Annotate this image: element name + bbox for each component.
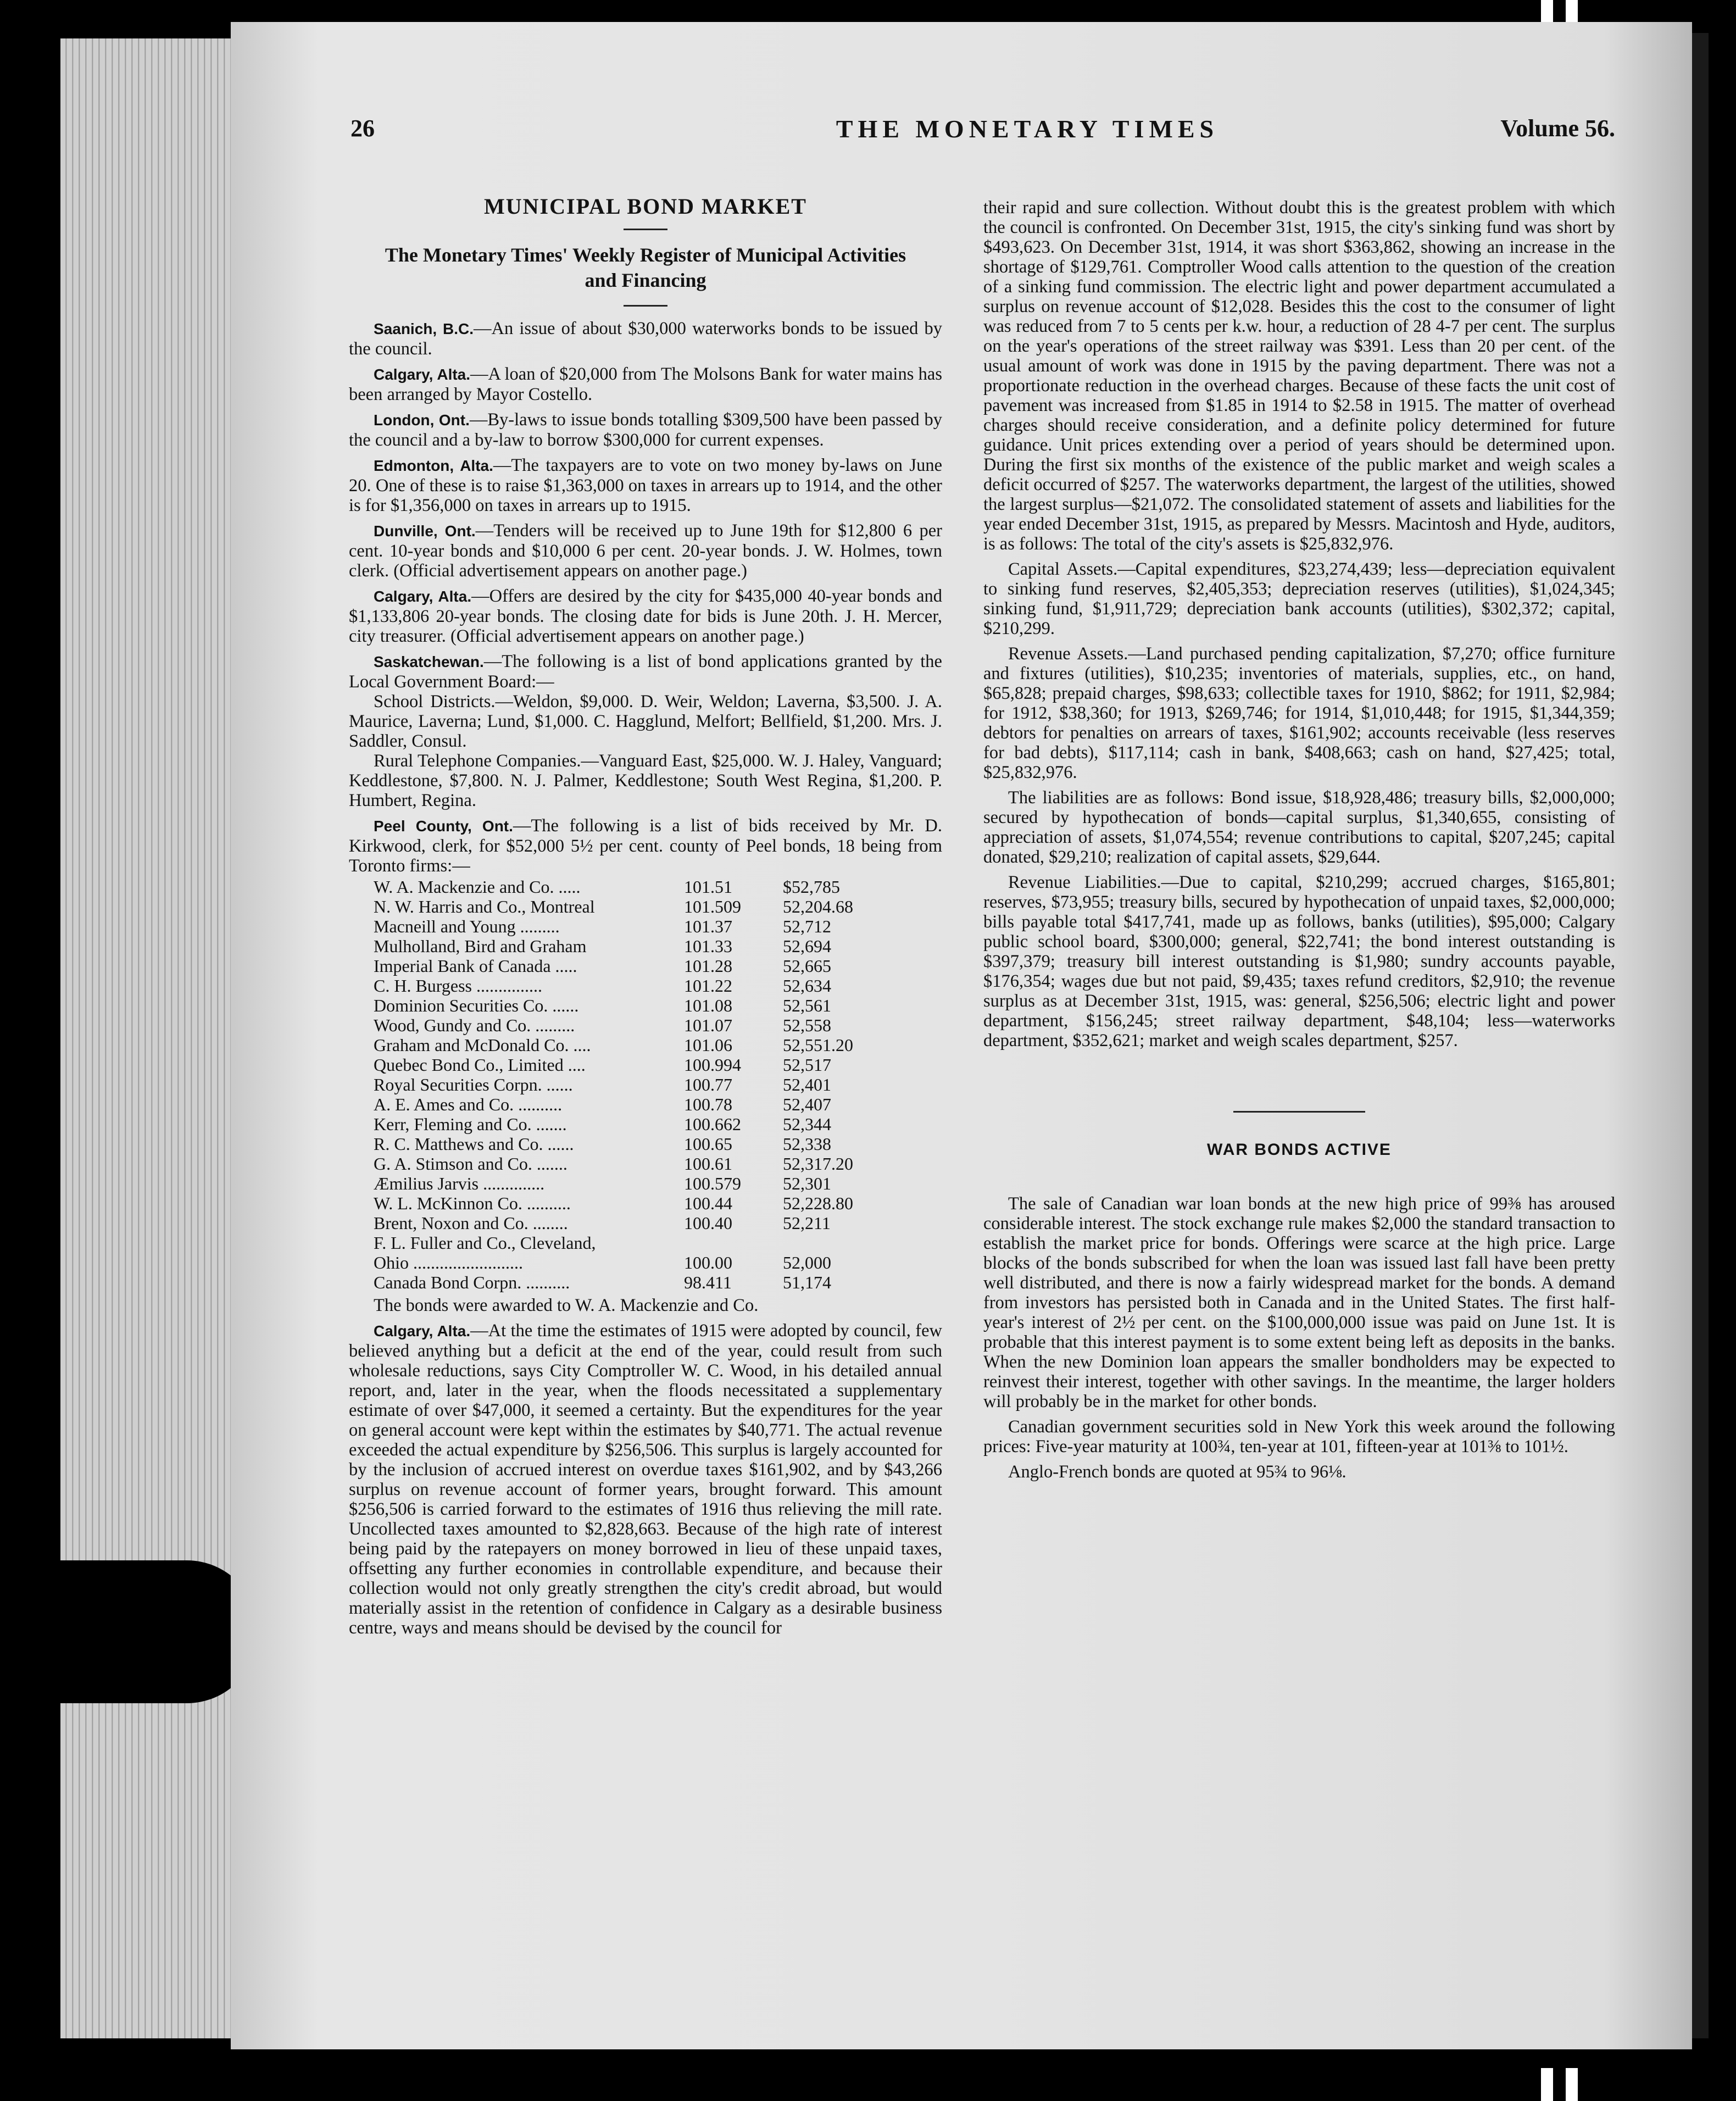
bid-amount: 52,558	[783, 1015, 831, 1035]
bid-price: 98.411	[684, 1272, 732, 1292]
bid-price: 100.61	[684, 1154, 732, 1174]
bid-price: 101.07	[684, 1015, 732, 1035]
bid-firm: G. A. Stimson and Co. .......	[374, 1154, 567, 1174]
bid-amount: 52,000	[783, 1253, 831, 1272]
entry-lead: Calgary, Alta.	[374, 1322, 471, 1339]
bid-price: 100.00	[684, 1253, 732, 1272]
revenue-assets: Revenue Assets.—Land purchased pending capitalization, $7,270; office furniture and fixtures (utilities), $10,235; inventories of materials, supplies, etc., on hand, $65,828; prepaid charges, $98,633; collectible taxes for 1910, $862; for 1911, $2,984; for 1912, $38,360; for 1913, $269,746; for 1914, $1,010,448; for 1915, $1,344,359; debtors for penalties on arrears of taxes, $161,902; accounts receivable (less reserves for bad debts), $117,114; cash in bank, $408,663; cash on hand, $27,425; total, $25,832,976.	[983, 644, 1615, 782]
bid-price: 101.33	[684, 936, 732, 956]
bid-price: 101.51	[684, 877, 732, 897]
revenue-liabilities: Revenue Liabilities.—Due to capital, $210,299; accrued charges, $165,801; reserves, $73,955; treasury bills, secured by hypothecation of unpaid taxes, $2,000,000; bills payable total $417,741, made up as follows, banks (utilities), $95,000; Calgary public school board, $300,000; general, $22,741; the bond interest outstanding is $397,379; treasury bill interest outstanding is $1,980; sundry accounts payable, $176,354; wages due but not paid, $9,435; taxes refund creditors, $2,910; the revenue surplus as at December 31st, 1915, was: general, $256,506; electric light and power department, $156,245; street railway department, $48,104; less—waterworks department, $352,621; market and weigh scales department, $257.	[983, 872, 1615, 1050]
bid-row	[374, 877, 882, 897]
bid-amount: 52,517	[783, 1055, 831, 1075]
entry-london	[349, 410, 942, 450]
bid-firm: Quebec Bond Co., Limited ....	[374, 1055, 586, 1075]
bid-row	[374, 996, 882, 1015]
bid-price: 100.994	[684, 1055, 741, 1075]
left-column	[349, 187, 942, 1643]
title-rule	[624, 229, 667, 230]
bid-row	[374, 1193, 882, 1213]
masthead: THE MONETARY TIMES	[836, 115, 1219, 143]
film-mark	[1566, 2068, 1578, 2101]
entry-calgary-offers	[349, 586, 942, 646]
bid-price: 101.22	[684, 976, 732, 996]
bid-amount: 52,407	[783, 1094, 831, 1114]
war-bonds-paragraph: Anglo-French bonds are quoted at 95¾ to 96⅛.	[1008, 1462, 1346, 1482]
bid-firm: Brent, Noxon and Co. ........	[374, 1213, 568, 1233]
entry-text: —At the time the estimates of 1915 were adopted by council, few believed anything but a deficit at the end of the year, could result from such wholesale reductions, says City Comptroller W. C. Wood, in his detailed annual report, and, later in the year, when the floods necessitated a supplementary estimate of over $47,000, it seemed a certainty. But the expenditures for the year on general account were kept within the estimates by $40,771. The actual revenue exceeded the actual expenditure by $256,506. This surplus is largely accounted for by the inclusion of accrued interest on overdue taxes $161,902, and by $43,266 surplus on revenue account of former years, brought forward. This amount $256,506 is carried forward to the estimates of 1916 thus relieving the mill rate. Uncollected taxes amounted to $2,828,663. Because of the high rate of interest being paid by the ratepayers on money borrowed in lieu of these unpaid taxes, offsetting any further economies in controllable expenditure, and because their collection would not only greatly strengthen the city's credit abroad, but would materially assist in the retention of confidence in Calgary as a desirable business centre, ways and means should be devised by the council for	[349, 1321, 942, 1638]
bid-price: 100.662	[684, 1114, 741, 1134]
war-section-rule	[1233, 1111, 1365, 1113]
bid-firm: Imperial Bank of Canada .....	[374, 956, 577, 976]
bid-amount	[783, 1233, 882, 1253]
entry-text: —The following is a list of bond applications granted by the Local Government Board:—	[349, 652, 942, 692]
section-subtitle: The Monetary Times' Weekly Register of Municipal Activities and Financing	[385, 244, 906, 291]
bid-row	[374, 1015, 882, 1035]
bid-amount: 52,301	[783, 1174, 831, 1193]
entry-text: —A loan of $20,000 from The Molsons Bank for water mains has been arranged by Mayor Costello.	[349, 364, 942, 404]
saskatchewan-school-districts: School Districts.—Weldon, $9,000. D. Weir, Weldon; Laverna, $3,500. J. A. Maurice, Laverna; Lund, $1,000. C. Hagglund, Melfort; Bellfield, $1,200. Mrs. J. Saddler, Consul.	[349, 692, 942, 751]
liabilities: The liabilities are as follows: Bond issue, $18,928,486; treasury bills, $2,000,000; secured by hypothecation of bonds—capital surplus, $1,340,655, consisting of appreciation of assets, $1,074,554; revenue contributions to capital, $207,245; capital donated, $29,210; realization of capital assets, $29,644.	[983, 788, 1615, 867]
bid-price: 101.509	[684, 897, 741, 916]
bid-price: 100.579	[684, 1174, 741, 1193]
bid-row	[374, 976, 882, 996]
calgary-report-continuation: their rapid and sure collection. Without doubt this is the greatest problem with which the council is confronted. On December 31st, 1915, the city's sinking fund was short by $493,623. On December 31st, 1914, it was short $363,862, showing an increase in the shortage of $129,761. Comptroller Wood calls attention to the question of the creation of a sinking fund commission. The electric light and power department accumulated a surplus on revenue account of $12,028. Besides this the cost to the consumer of light was reduced from 7 to 5 cents per k.w. hour, a reduction of 28 4-7 per cent. The surplus on the year's operations of the street railway was $391. Less than 20 per cent. of the usual amount of work was done in 1915 by the paving department. There was not a proportionate reduction in the overhead charges. Because of these facts the unit cost of pavement was increased from $1.85 in 1914 to $2.58 in 1915. The matter of overhead charges should receive consideration, and a definite policy determined for future guidance. Unit prices extending over a period of years should be determined upon. During the first six months of the existence of the public market and weigh scales a deficit occurred of $257. The waterworks department, the largest of the utilities, showed the largest surplus—$21,072. The consolidated statement of assets and liabilities for the year ended December 31st, 1915, as prepared by Messrs. Macintosh and Hyde, auditors, is as follows: The total of the city's assets is $25,832,976.	[983, 198, 1615, 554]
entry-text: —Tenders will be received up to June 19th for $12,800 6 per cent. 10-year bonds and $10,000 6 per cent. 20-year bonds. J. W. Holmes, town clerk. (Official advertisement appears on another page.)	[349, 521, 942, 581]
bid-row	[374, 1213, 882, 1233]
capital-assets: Capital Assets.—Capital expenditures, $23,274,439; less—depreciation equivalent to sinking fund reserves, $2,405,353; depreciation reserves (utilities), $1,024,345; sinking fund, $1,911,729; depreciation bank accounts (utilities), $302,372; capital, $210,299.	[983, 559, 1615, 638]
war-bonds-paragraph: Canadian government securities sold in New York this week around the following prices: Five-year maturity at 100¾, ten-year at 101, fifteen-year at 101⅜ to 101½.	[983, 1417, 1615, 1457]
bid-amount: 52,228.80	[783, 1193, 853, 1213]
bid-firm: F. L. Fuller and Co., Cleveland,	[374, 1233, 596, 1253]
bid-row	[374, 916, 882, 936]
bid-amount: 52,338	[783, 1134, 831, 1154]
bid-row	[374, 1272, 882, 1292]
bid-firm: Royal Securities Corpn. ......	[374, 1075, 573, 1094]
bid-row	[374, 1114, 882, 1134]
bid-firm: Dominion Securities Co. ......	[374, 996, 579, 1015]
bid-amount: 52,317.20	[783, 1154, 853, 1174]
bid-row	[374, 1055, 882, 1075]
bid-amount: 52,712	[783, 916, 831, 936]
bid-row	[374, 1253, 882, 1272]
entry-text: —The taxpayers are to vote on two money by-laws on June 20. One of these is to raise $1,363,000 on taxes in arrears up to 1914, and the other is for $1,356,000 on taxes in arrears up to 1915.	[349, 455, 943, 515]
bids-award: The bonds were awarded to W. A. Mackenzie and Co.	[374, 1296, 759, 1315]
entry-text: —By-laws to issue bonds totalling $309,500 have been passed by the council and a by-law to borrow $300,000 for current expenses.	[349, 410, 942, 450]
bid-amount: 52,204.68	[783, 897, 853, 916]
bid-amount: 52,551.20	[783, 1035, 853, 1055]
section-title: MUNICIPAL BOND MARKET	[484, 194, 807, 219]
entry-edmonton	[349, 455, 942, 515]
bid-firm: Kerr, Fleming and Co. .......	[374, 1114, 567, 1134]
bid-firm: Graham and McDonald Co. ....	[374, 1035, 591, 1055]
bid-amount: 52,344	[783, 1114, 831, 1134]
right-column	[983, 198, 1615, 1487]
bid-firm: Ohio .........................	[374, 1253, 523, 1272]
entry-text: —An issue of about $30,000 waterworks bonds to be issued by the council.	[349, 319, 943, 359]
bid-amount: 52,561	[783, 996, 831, 1015]
entry-saskatchewan	[349, 652, 942, 692]
bid-price: 101.08	[684, 996, 732, 1015]
bid-firm: Mulholland, Bird and Graham	[374, 936, 587, 956]
entry-lead: Dunville, Ont.	[374, 523, 476, 540]
bid-firm: Æmilius Jarvis ..............	[374, 1174, 545, 1193]
bid-row	[374, 897, 882, 916]
bid-row	[374, 936, 882, 956]
bid-amount: 52,665	[783, 956, 831, 976]
bid-amount: $52,785	[783, 877, 840, 897]
bids-table	[374, 877, 882, 1292]
entry-lead: Saskatchewan.	[374, 653, 484, 670]
bid-amount: 52,211	[783, 1213, 831, 1233]
bid-firm: C. H. Burgess ...............	[374, 976, 542, 996]
entry-dunville	[349, 521, 942, 581]
entry-text: —Offers are desired by the city for $435,000 40-year bonds and $1,133,806 20-year bonds. The closing date for bids is June 20th. J. H. Mercer, city treasurer. (Official advertisement appears on another page.)	[349, 586, 942, 646]
entry-peel-county	[349, 816, 942, 876]
entry-text: —The following is a list of bids received by Mr. D. Kirkwood, clerk, for $52,000 5½ per cent. county of Peel bonds, 18 being from Toronto firms:—	[349, 816, 942, 876]
bid-row	[374, 1154, 882, 1174]
bid-firm: Macneill and Young .........	[374, 916, 560, 936]
bid-firm: Canada Bond Corpn. ..........	[374, 1272, 570, 1292]
entry-calgary-report	[349, 1321, 942, 1638]
entry-calgary-loan	[349, 364, 942, 404]
bid-price: 100.40	[684, 1213, 732, 1233]
bid-price	[684, 1233, 783, 1253]
bid-amount: 52,694	[783, 936, 831, 956]
bid-price: 100.78	[684, 1094, 732, 1114]
saskatchewan-telephone-companies: Rural Telephone Companies.—Vanguard East, $25,000. W. J. Haley, Vanguard; Keddlestone, $7,800. N. J. Palmer, Keddlestone; South West Regina, $1,200. P. Humbert, Regina.	[349, 751, 942, 810]
entry-lead: Peel County, Ont.	[374, 818, 513, 835]
book-clamp-shadow	[60, 1560, 258, 1703]
bid-amount: 52,634	[783, 976, 831, 996]
bid-firm: R. C. Matthews and Co. ......	[374, 1134, 574, 1154]
bid-firm: A. E. Ames and Co. ..........	[374, 1094, 563, 1114]
bid-firm: N. W. Harris and Co., Montreal	[374, 897, 595, 916]
bid-row	[374, 1174, 882, 1193]
bid-price: 100.77	[684, 1075, 732, 1094]
bid-price: 100.65	[684, 1134, 732, 1154]
bid-price: 100.44	[684, 1193, 732, 1213]
bid-amount: 52,401	[783, 1075, 831, 1094]
bid-firm: W. L. McKinnon Co. ..........	[374, 1193, 571, 1213]
facing-page-strip	[1692, 33, 1709, 2038]
film-mark	[1541, 2068, 1553, 2101]
war-bonds-paragraph: The sale of Canadian war loan bonds at the new high price of 99⅜ has aroused considerable interest. The stock exchange rule makes $2,000 the standard transaction to establish the market price for bonds. Offerings were scarce at the high price. Large blocks of the bonds subscribed for when the loan was issued last fall have been pretty well distributed, and there is now a fairly widespread market for the bonds. A demand from investors has persisted both in Canada and in the United States. The first half-year's interest of 2½ per cent. on the $100,000,000 issue was paid on June 1st. It is probable that this interest payment is to some extent being left as deposits in the banks. When the new Dominion loan appears the smaller bondholders may be expected to reinvest their interest, together with other savings. In the meantime, the larger holders will probably be in the market for other bonds.	[983, 1194, 1615, 1411]
bid-firm: Wood, Gundy and Co. .........	[374, 1015, 575, 1035]
bid-row	[374, 956, 882, 976]
entry-lead: Saanich, B.C.	[374, 320, 474, 337]
bid-row	[374, 1134, 882, 1154]
entry-lead: London, Ont.	[374, 412, 470, 429]
entry-lead: Edmonton, Alta.	[374, 457, 493, 474]
bid-row	[374, 1233, 882, 1253]
volume-label: Volume 56.	[1500, 115, 1615, 142]
bid-row	[374, 1035, 882, 1055]
bid-price: 101.28	[684, 956, 732, 976]
entry-lead: Calgary, Alta.	[374, 588, 472, 605]
entry-lead: Calgary, Alta.	[374, 366, 471, 383]
bid-price: 101.37	[684, 916, 732, 936]
bid-row	[374, 1075, 882, 1094]
scanned-page	[231, 22, 1692, 2049]
bid-row	[374, 1094, 882, 1114]
book-page-edges	[60, 38, 236, 2038]
bid-amount: 51,174	[783, 1272, 831, 1292]
bid-price: 101.06	[684, 1035, 732, 1055]
page-number: 26	[350, 115, 375, 142]
subtitle-rule	[624, 305, 667, 307]
entry-saanich	[349, 319, 942, 359]
bid-firm: W. A. Mackenzie and Co. .....	[374, 877, 581, 897]
war-bonds-title: WAR BONDS ACTIVE	[1207, 1141, 1392, 1159]
